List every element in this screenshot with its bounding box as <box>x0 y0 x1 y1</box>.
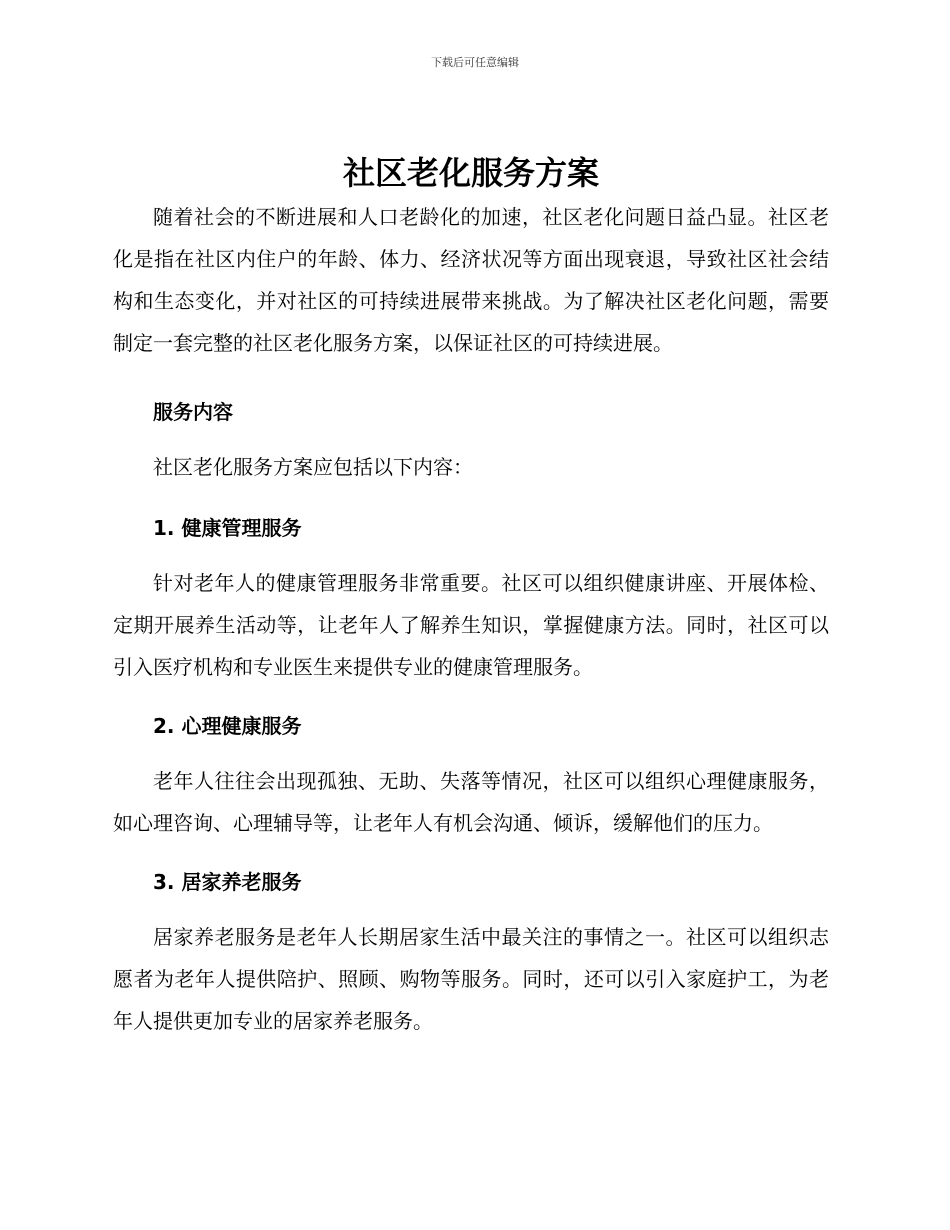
section-heading: 服务内容 <box>153 400 233 424</box>
document-body <box>113 150 829 1042</box>
header-note: 下载后可任意编辑 <box>431 56 519 69</box>
item-text-health: 针对老年人的健康管理服务非常重要。社区可以组织健康讲座、开展体检、定期开展养生活动等，让老年人了解养生知识，掌握健康方法。同时，社区可以引入医疗机构和专业医生来提供专业的健康管理服务。 <box>113 571 829 679</box>
item-text-mental: 老年人往往会出现孤独、无助、失落等情况，社区可以组织心理健康服务，如心理咨询、心理辅导等，让老年人有机会沟通、倾诉，缓解他们的压力。 <box>113 769 829 835</box>
item-heading-homecare: 3. 居家养老服务 <box>153 870 302 894</box>
item-heading-health: 1. 健康管理服务 <box>153 516 302 540</box>
lead-paragraph: 社区老化服务方案应包括以下内容： <box>153 455 473 479</box>
item-text-homecare: 居家养老服务是老年人长期居家生活中最关注的事情之一。社区可以组织志愿者为老年人提供陪护、照顾、购物等服务。同时，还可以引入家庭护工，为老年人提供更加专业的居家养老服务。 <box>113 925 829 1033</box>
item-heading-mental: 2. 心理健康服务 <box>153 714 302 738</box>
intro-paragraph: 随着社会的不断进展和人口老龄化的加速，社区老化问题日益凸显。社区老化是指在社区内住户的年龄、体力、经济状况等方面出现衰退，导致社区社会结构和生态变化，并对社区的可持续进展带来挑战。为了解决社区老化问题，需要制定一套完整的社区老化服务方案，以保证社区的可持续进展。 <box>113 205 829 355</box>
page-title: 社区老化服务方案 <box>342 154 599 192</box>
